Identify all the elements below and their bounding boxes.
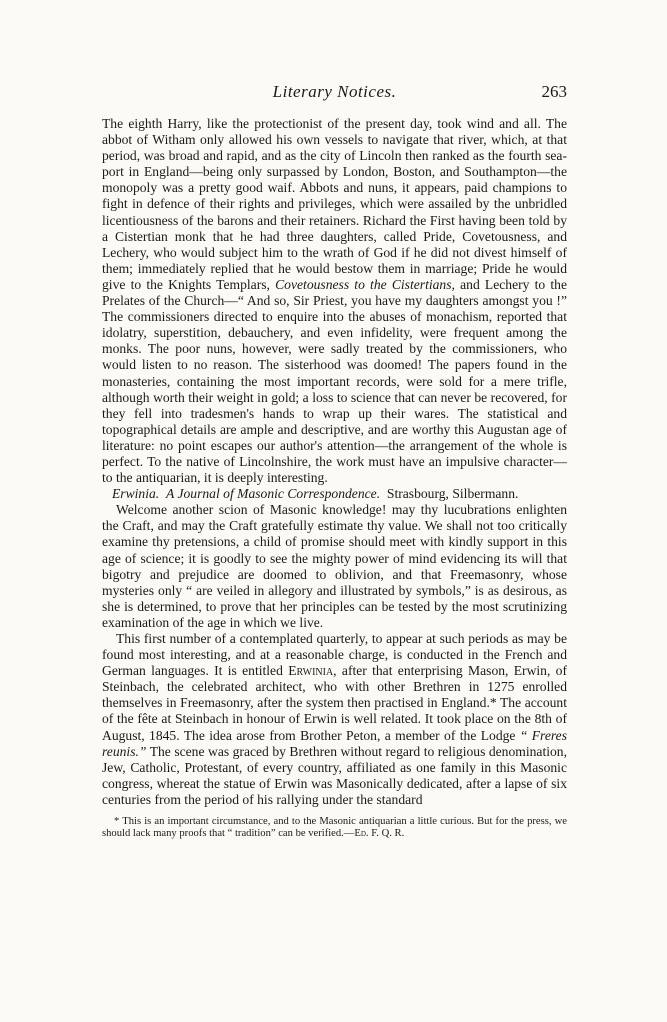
- notice-subtitle: A Journal of Masonic Correspondence.: [166, 486, 381, 502]
- paragraph-3-part-b: after that enterprising Mason, Erwin, of Steinbach, the celebrated architect, who with other Brethren in 1275 enrolled themselves in Freemasonry, after the system then practised in England.* The account of the fête at Steinbach in honour of Erwin is well related. It took place on the 8th of August, 1845. The idea arose from Brother Peton, a member of the Lodge: [102, 663, 567, 743]
- paragraph-3-part-c: The scene was graced by Brethren without regard to religious denomination, Jew, Catholic, Protestant, of every country, affiliated as one family in this Masonic congress, whereat the statue of Erwin was Masonically dedicated, after a lapse of six centuries from the period of his rallying under the standard: [102, 743, 567, 807]
- paragraph-3-smallcaps: Erwinia,: [288, 663, 337, 679]
- paragraph-3: [102, 631, 567, 808]
- paragraph-1-italic: Covetousness to the Cistertians,: [275, 276, 455, 292]
- footnote: [102, 816, 567, 841]
- notice-heading: [102, 486, 567, 502]
- page-body: [102, 116, 567, 808]
- footnote-text: * This is an important circumstance, and to the Masonic antiquarian a little curious. But for the press, we should lack many proofs that “ tradition” can be verified.—: [102, 816, 567, 840]
- paragraph-3-part-a: This first number of a contemplated quarterly, to appear at such periods as may be found most interesting, and at a reasonable charge, is conducted in the French and German languages. It is entitled: [102, 631, 567, 679]
- running-title: Literary Notices.: [272, 82, 397, 101]
- paragraph-1: [102, 116, 567, 486]
- notice-title: Erwinia.: [112, 486, 160, 502]
- paragraph-3-italic: “ Freres reunis.”: [102, 727, 567, 759]
- page-number: 263: [541, 82, 567, 101]
- notice-publisher: Strasbourg, Silbermann.: [386, 486, 519, 502]
- paragraph-2: Welcome another scion of Masonic knowledge! may thy lucubrations enlighten the Craft, and may the Craft gratefully estimate thy value. We shall not too critically examine thy pretensions, a child of promise should meet with kindly support in this age of science; it is goodly to see the mighty power of mind evidencing its will that bigotry and prejudice are doomed to oblivion, and that Freemasonry, whose mysteries only “ are veiled in allegory and illustrated by symbols,” is as desirous, as she is determined, to prove that her principles can be tested by the most scrutinizing examination of the age in which we live.: [102, 502, 567, 630]
- page-header: [102, 82, 567, 106]
- footnote-signature: Ed. F. Q. R.: [354, 828, 405, 840]
- paragraph-1-text: The eighth Harry, like the protectionist of the present day, took wind and all. The abbot of Witham only allowed his own vessels to navigate that river, which, at that period, was broad and rapid, and as the city of Lincoln then ranked as the fourth sea-port in England—being only surpassed by London, Boston, and Southampton—the monopoly was a pretty good waif. Abbots and nuns, it appears, paid champions to fight in defence of their rights and privileges, which were assailed by the unbridled licentiousness of the barons and their retainers. Richard the First having been told by a Cistertian monk that he had three daughters, called Pride, Covetousness, and Lechery, who would subject him to the wrath of God if he did not divest himself of them; immediately replied that he would bestow them in marriage; Pride he would give to the Knights Templars,: [102, 116, 567, 292]
- paragraph-1-continued: and Lechery to the Prelates of the Church—“ And so, Sir Priest, you have my daughters amongst you !” The commissioners directed to enquire into the abuses of monachism, reported that idolatry, superstition, debauchery, and even infidelity, were frequent among the monks. The poor nuns, however, were sadly treated by the commissioners, who would listen to no reason. The sisterhood was doomed! The papers found in the monasteries, containing the most important records, were sold for a mere trifle, although worth their weight in gold; a loss to science that can never be recovered, for they fell into tradesmen's hands to wrap up their wares. The statistical and topographical details are ample and descriptive, and are worthy this Augustan age of literature: no point escapes our author's attention—the arrangement of the whole is perfect. To the native of Lincolnshire, the work must have an impulsive character—to the antiquarian, it is deeply interesting.: [102, 276, 567, 486]
